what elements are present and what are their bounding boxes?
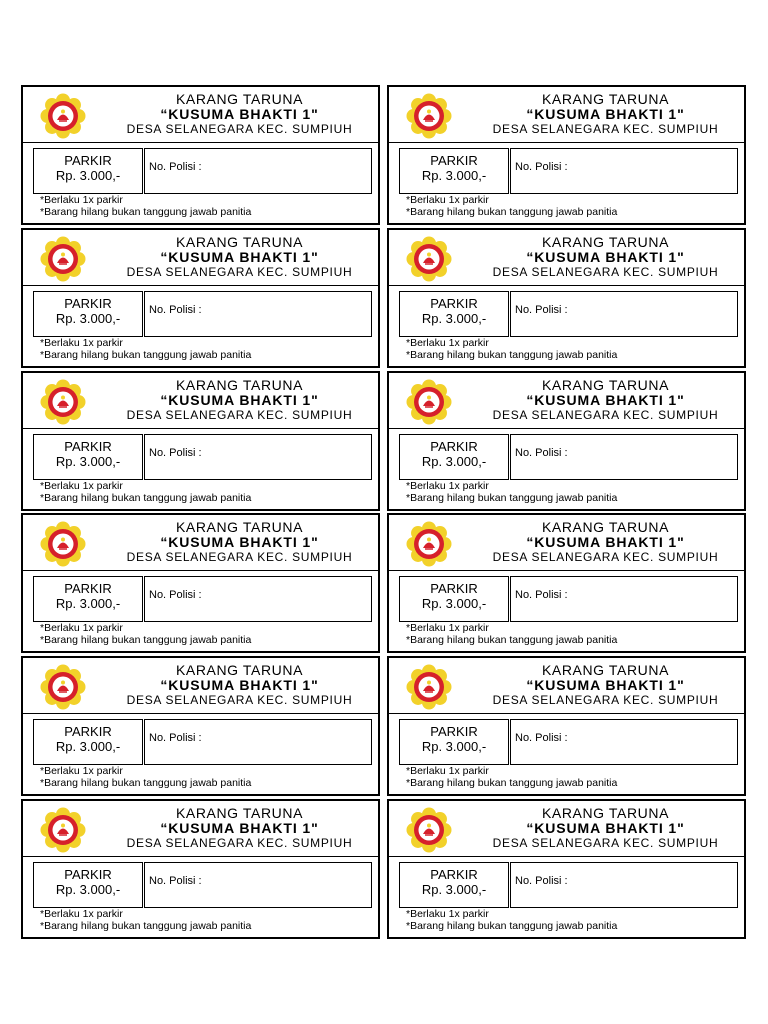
event-name: “KUSUMA BHAKTI 1" bbox=[160, 534, 319, 550]
price-box bbox=[33, 719, 143, 765]
plate-number-label: No. Polisi : bbox=[515, 732, 568, 744]
plate-number-label: No. Polisi : bbox=[149, 447, 202, 459]
parking-ticket bbox=[21, 371, 380, 511]
ticket-header bbox=[23, 515, 378, 571]
price-value: Rp. 3.000,- bbox=[421, 311, 487, 326]
karang-taruna-emblem-icon bbox=[404, 236, 454, 282]
price-value: Rp. 3.000,- bbox=[55, 739, 121, 754]
liability-note: *Barang hilang bukan tanggung jawab panitia bbox=[40, 492, 252, 504]
validity-note: *Berlaku 1x parkir bbox=[40, 908, 123, 920]
org-title: KARANG TARUNA bbox=[175, 805, 304, 821]
price-box bbox=[399, 576, 509, 622]
plate-number-field[interactable] bbox=[144, 576, 372, 622]
location-text: DESA SELANEGARA KEC. SUMPIUH bbox=[492, 836, 719, 850]
plate-number-label: No. Polisi : bbox=[515, 304, 568, 316]
plate-number-label: No. Polisi : bbox=[149, 304, 202, 316]
liability-note: *Barang hilang bukan tanggung jawab panitia bbox=[406, 634, 618, 646]
price-box bbox=[33, 148, 143, 194]
karang-taruna-emblem-icon bbox=[38, 236, 88, 282]
karang-taruna-emblem-icon bbox=[404, 664, 454, 710]
event-name: “KUSUMA BHAKTI 1" bbox=[160, 392, 319, 408]
parking-ticket bbox=[21, 513, 380, 653]
location-text: DESA SELANEGARA KEC. SUMPIUH bbox=[126, 836, 353, 850]
location-text: DESA SELANEGARA KEC. SUMPIUH bbox=[126, 408, 353, 422]
event-name: “KUSUMA BHAKTI 1" bbox=[160, 249, 319, 265]
plate-number-label: No. Polisi : bbox=[515, 875, 568, 887]
ticket-header bbox=[23, 801, 378, 857]
price-box bbox=[399, 148, 509, 194]
plate-number-field[interactable] bbox=[510, 576, 738, 622]
event-name: “KUSUMA BHAKTI 1" bbox=[160, 820, 319, 836]
price-label: PARKIR bbox=[64, 153, 112, 168]
event-name: “KUSUMA BHAKTI 1" bbox=[526, 677, 685, 693]
price-value: Rp. 3.000,- bbox=[421, 882, 487, 897]
plate-number-label: No. Polisi : bbox=[515, 447, 568, 459]
price-label: PARKIR bbox=[430, 439, 478, 454]
price-box bbox=[399, 719, 509, 765]
plate-number-label: No. Polisi : bbox=[149, 161, 202, 173]
org-title: KARANG TARUNA bbox=[541, 519, 670, 535]
plate-number-field[interactable] bbox=[510, 148, 738, 194]
price-box bbox=[399, 862, 509, 908]
karang-taruna-emblem-icon bbox=[38, 379, 88, 425]
org-title: KARANG TARUNA bbox=[541, 234, 670, 250]
event-name: “KUSUMA BHAKTI 1" bbox=[526, 106, 685, 122]
price-value: Rp. 3.000,- bbox=[421, 168, 487, 183]
price-label: PARKIR bbox=[64, 296, 112, 311]
price-box bbox=[399, 434, 509, 480]
location-text: DESA SELANEGARA KEC. SUMPIUH bbox=[492, 693, 719, 707]
plate-number-field[interactable] bbox=[144, 862, 372, 908]
parking-ticket bbox=[21, 799, 380, 939]
price-label: PARKIR bbox=[430, 867, 478, 882]
location-text: DESA SELANEGARA KEC. SUMPIUH bbox=[126, 693, 353, 707]
karang-taruna-emblem-icon bbox=[404, 807, 454, 853]
location-text: DESA SELANEGARA KEC. SUMPIUH bbox=[492, 408, 719, 422]
org-title: KARANG TARUNA bbox=[175, 519, 304, 535]
parking-ticket bbox=[387, 799, 746, 939]
price-value: Rp. 3.000,- bbox=[55, 882, 121, 897]
price-box bbox=[33, 862, 143, 908]
price-label: PARKIR bbox=[64, 581, 112, 596]
location-text: DESA SELANEGARA KEC. SUMPIUH bbox=[492, 122, 719, 136]
validity-note: *Berlaku 1x parkir bbox=[406, 480, 489, 492]
plate-number-label: No. Polisi : bbox=[149, 589, 202, 601]
price-label: PARKIR bbox=[430, 581, 478, 596]
liability-note: *Barang hilang bukan tanggung jawab panitia bbox=[406, 206, 618, 218]
liability-note: *Barang hilang bukan tanggung jawab panitia bbox=[40, 349, 252, 361]
karang-taruna-emblem-icon bbox=[38, 807, 88, 853]
event-name: “KUSUMA BHAKTI 1" bbox=[160, 677, 319, 693]
plate-number-field[interactable] bbox=[144, 434, 372, 480]
ticket-header bbox=[389, 801, 744, 857]
location-text: DESA SELANEGARA KEC. SUMPIUH bbox=[126, 265, 353, 279]
plate-number-label: No. Polisi : bbox=[149, 875, 202, 887]
price-value: Rp. 3.000,- bbox=[421, 739, 487, 754]
price-label: PARKIR bbox=[430, 153, 478, 168]
ticket-header bbox=[389, 658, 744, 714]
parking-ticket bbox=[387, 513, 746, 653]
price-box bbox=[399, 291, 509, 337]
org-title: KARANG TARUNA bbox=[175, 91, 304, 107]
ticket-header bbox=[23, 658, 378, 714]
karang-taruna-emblem-icon bbox=[404, 379, 454, 425]
plate-number-label: No. Polisi : bbox=[515, 161, 568, 173]
liability-note: *Barang hilang bukan tanggung jawab panitia bbox=[40, 206, 252, 218]
validity-note: *Berlaku 1x parkir bbox=[40, 480, 123, 492]
plate-number-label: No. Polisi : bbox=[149, 732, 202, 744]
org-title: KARANG TARUNA bbox=[541, 91, 670, 107]
liability-note: *Barang hilang bukan tanggung jawab panitia bbox=[40, 777, 252, 789]
ticket-header bbox=[389, 230, 744, 286]
org-title: KARANG TARUNA bbox=[175, 662, 304, 678]
price-label: PARKIR bbox=[64, 439, 112, 454]
location-text: DESA SELANEGARA KEC. SUMPIUH bbox=[492, 265, 719, 279]
price-box bbox=[33, 576, 143, 622]
price-box bbox=[33, 434, 143, 480]
ticket-header bbox=[389, 87, 744, 143]
parking-ticket bbox=[21, 85, 380, 225]
org-title: KARANG TARUNA bbox=[175, 377, 304, 393]
ticket-header bbox=[23, 87, 378, 143]
karang-taruna-emblem-icon bbox=[38, 93, 88, 139]
validity-note: *Berlaku 1x parkir bbox=[40, 765, 123, 777]
plate-number-field[interactable] bbox=[144, 148, 372, 194]
price-label: PARKIR bbox=[64, 724, 112, 739]
org-title: KARANG TARUNA bbox=[541, 805, 670, 821]
liability-note: *Barang hilang bukan tanggung jawab panitia bbox=[40, 920, 252, 932]
price-value: Rp. 3.000,- bbox=[55, 596, 121, 611]
validity-note: *Berlaku 1x parkir bbox=[406, 765, 489, 777]
parking-ticket bbox=[21, 228, 380, 368]
event-name: “KUSUMA BHAKTI 1" bbox=[526, 392, 685, 408]
price-value: Rp. 3.000,- bbox=[421, 596, 487, 611]
liability-note: *Barang hilang bukan tanggung jawab panitia bbox=[406, 777, 618, 789]
parking-ticket bbox=[387, 85, 746, 225]
validity-note: *Berlaku 1x parkir bbox=[406, 194, 489, 206]
price-label: PARKIR bbox=[430, 724, 478, 739]
plate-number-field[interactable] bbox=[144, 719, 372, 765]
event-name: “KUSUMA BHAKTI 1" bbox=[526, 820, 685, 836]
event-name: “KUSUMA BHAKTI 1" bbox=[526, 534, 685, 550]
parking-ticket bbox=[387, 228, 746, 368]
karang-taruna-emblem-icon bbox=[38, 664, 88, 710]
validity-note: *Berlaku 1x parkir bbox=[406, 908, 489, 920]
plate-number-field[interactable] bbox=[510, 862, 738, 908]
ticket-header bbox=[23, 230, 378, 286]
ticket-header bbox=[389, 373, 744, 429]
karang-taruna-emblem-icon bbox=[404, 93, 454, 139]
validity-note: *Berlaku 1x parkir bbox=[406, 337, 489, 349]
event-name: “KUSUMA BHAKTI 1" bbox=[160, 106, 319, 122]
parking-ticket bbox=[387, 371, 746, 511]
liability-note: *Barang hilang bukan tanggung jawab panitia bbox=[406, 492, 618, 504]
liability-note: *Barang hilang bukan tanggung jawab panitia bbox=[406, 349, 618, 361]
event-name: “KUSUMA BHAKTI 1" bbox=[526, 249, 685, 265]
validity-note: *Berlaku 1x parkir bbox=[406, 622, 489, 634]
liability-note: *Barang hilang bukan tanggung jawab panitia bbox=[406, 920, 618, 932]
plate-number-field[interactable] bbox=[144, 291, 372, 337]
validity-note: *Berlaku 1x parkir bbox=[40, 622, 123, 634]
org-title: KARANG TARUNA bbox=[541, 662, 670, 678]
plate-number-field[interactable] bbox=[510, 291, 738, 337]
price-label: PARKIR bbox=[64, 867, 112, 882]
org-title: KARANG TARUNA bbox=[175, 234, 304, 250]
liability-note: *Barang hilang bukan tanggung jawab panitia bbox=[40, 634, 252, 646]
plate-number-field[interactable] bbox=[510, 434, 738, 480]
location-text: DESA SELANEGARA KEC. SUMPIUH bbox=[492, 550, 719, 564]
parking-ticket bbox=[21, 656, 380, 796]
location-text: DESA SELANEGARA KEC. SUMPIUH bbox=[126, 122, 353, 136]
price-value: Rp. 3.000,- bbox=[55, 311, 121, 326]
price-value: Rp. 3.000,- bbox=[421, 454, 487, 469]
price-label: PARKIR bbox=[430, 296, 478, 311]
karang-taruna-emblem-icon bbox=[38, 521, 88, 567]
parking-ticket bbox=[387, 656, 746, 796]
ticket-header bbox=[389, 515, 744, 571]
plate-number-label: No. Polisi : bbox=[515, 589, 568, 601]
price-value: Rp. 3.000,- bbox=[55, 454, 121, 469]
karang-taruna-emblem-icon bbox=[404, 521, 454, 567]
price-box bbox=[33, 291, 143, 337]
plate-number-field[interactable] bbox=[510, 719, 738, 765]
price-value: Rp. 3.000,- bbox=[55, 168, 121, 183]
validity-note: *Berlaku 1x parkir bbox=[40, 337, 123, 349]
validity-note: *Berlaku 1x parkir bbox=[40, 194, 123, 206]
org-title: KARANG TARUNA bbox=[541, 377, 670, 393]
location-text: DESA SELANEGARA KEC. SUMPIUH bbox=[126, 550, 353, 564]
ticket-header bbox=[23, 373, 378, 429]
